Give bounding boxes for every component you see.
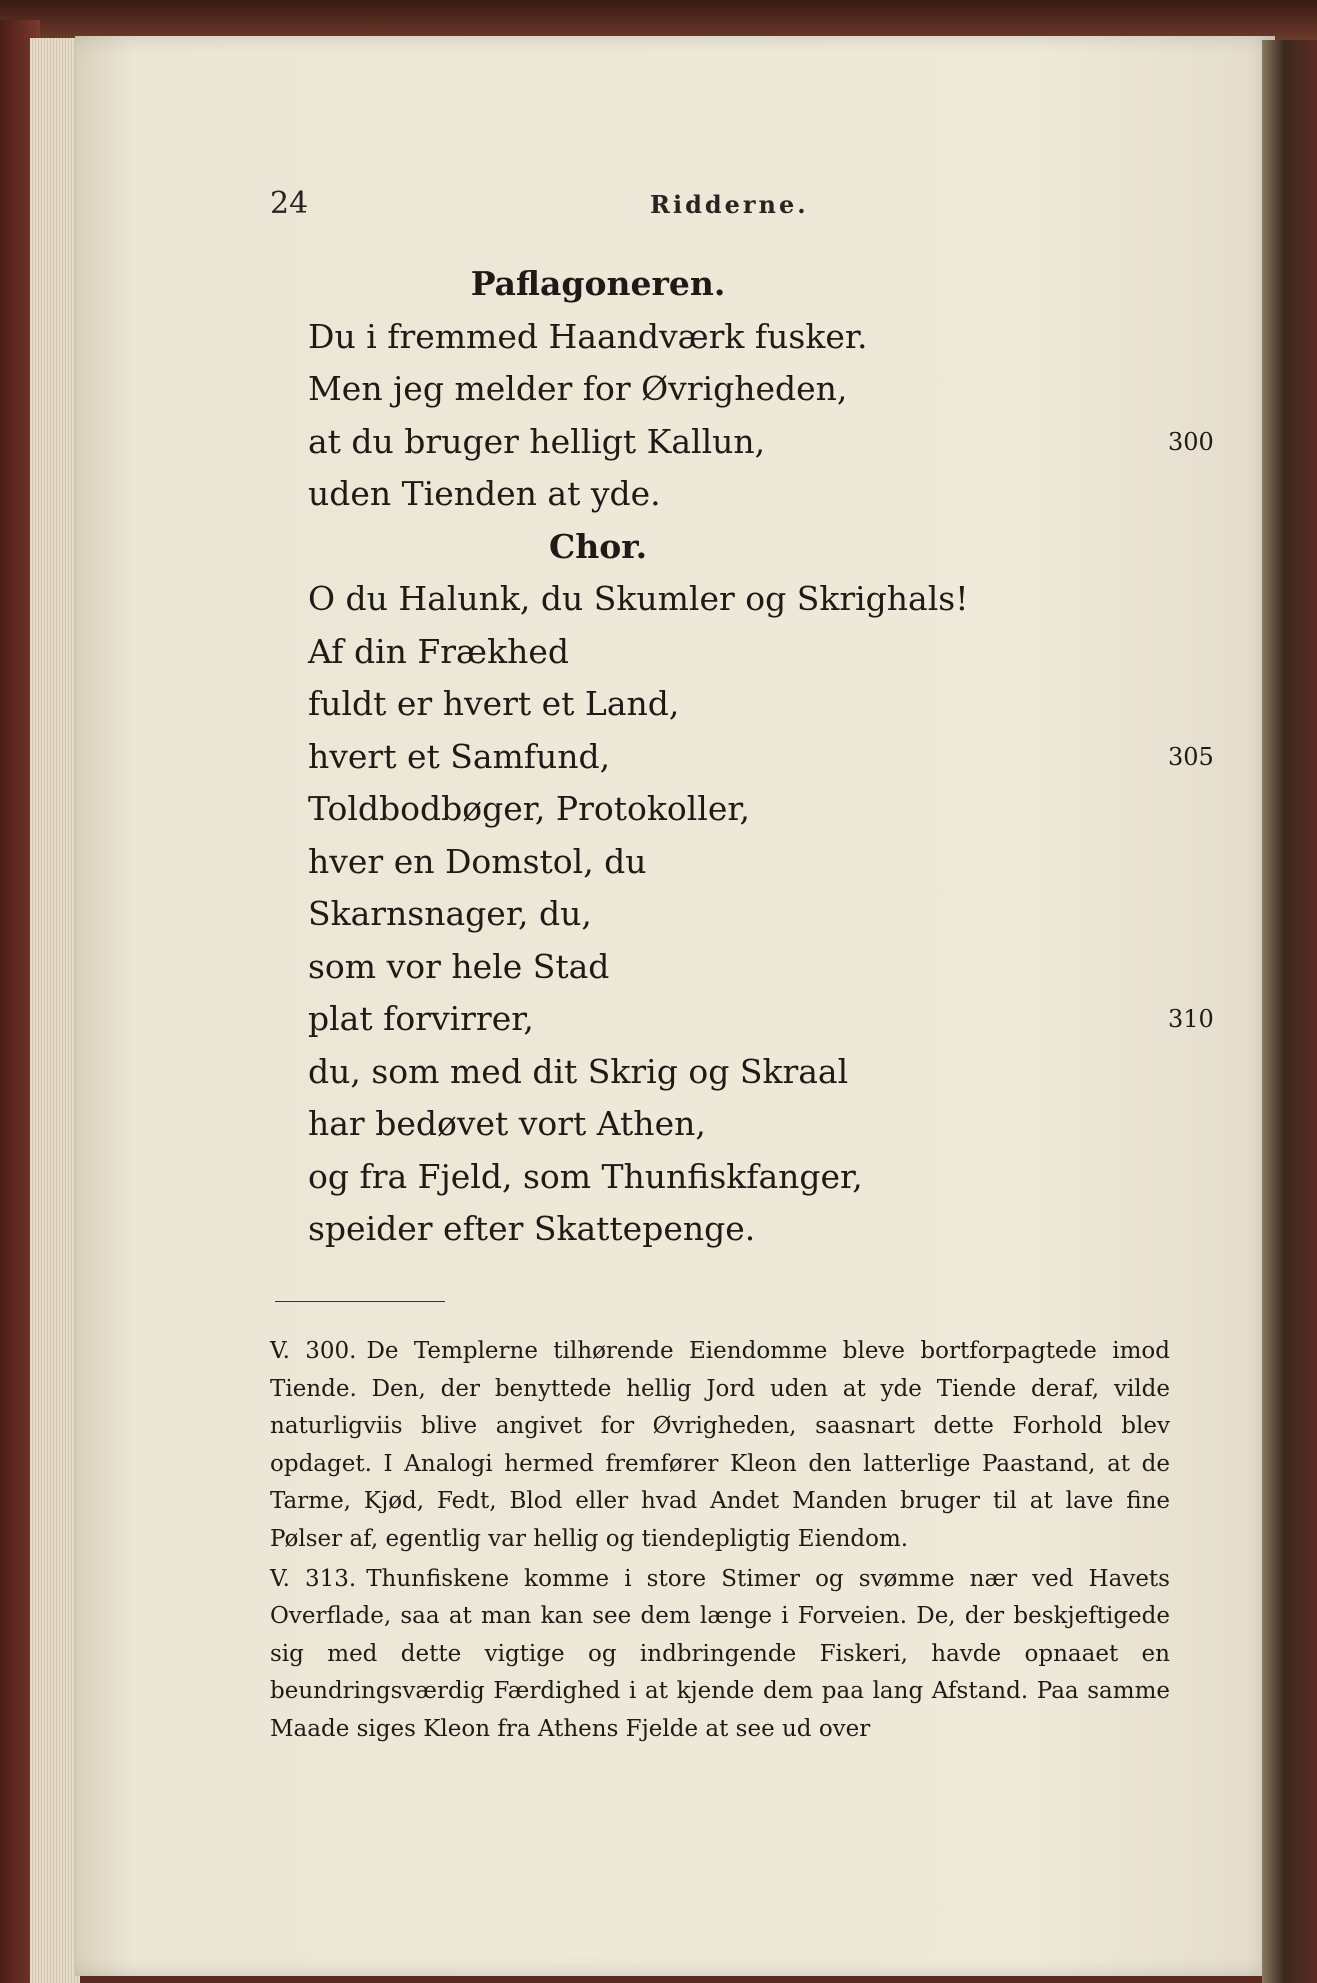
verse-text: Skarnsnager, du, <box>308 894 592 933</box>
footnotes <box>270 1333 1170 1751</box>
speaker-text: Paflagoneren. <box>470 264 726 303</box>
verse-text: og fra Fjeld, som Thunfiskfanger, <box>308 1156 863 1196</box>
verse-line <box>308 626 1208 679</box>
verse-text: fuldt er hvert et Land, <box>308 684 680 723</box>
page-header <box>0 186 1317 226</box>
verse-text: har bedøvet vort Athen, <box>308 1104 706 1143</box>
verse-text: speider efter Skattepenge. <box>308 1209 756 1248</box>
verse-text: du, som med dit Skrig og Skraal <box>308 1051 849 1091</box>
verse-text: plat forvirrer, <box>308 999 534 1038</box>
verse-line <box>308 468 1208 521</box>
verse-line <box>308 678 1208 731</box>
verse-text: hver en Domstol, du <box>308 841 647 881</box>
speaker-text: Chor. <box>548 526 648 566</box>
footnote-rule <box>275 1301 445 1302</box>
verse-text: at du bruger helligt Kallun, <box>308 421 766 461</box>
verse-text: Af din Frækhed <box>308 631 569 671</box>
speaker-name <box>308 258 888 311</box>
verse-line <box>308 416 1214 469</box>
footnote-label: V. 313. <box>270 1565 357 1592</box>
verse-line <box>308 941 1208 994</box>
page-number: 24 <box>270 186 309 221</box>
line-number: 310 <box>1168 1005 1214 1033</box>
verse-line <box>308 311 1208 364</box>
footnote-text: De Templerne tilhørende Eiendomme bleve bortforpagtede imod Tiende. Den, der benyttede hellig Jord uden at yde Tiende deraf, vilde naturligviis blive angivet for Øvrigheden, saasnart dette Forhold blev opdaget. I Analogi hermed fremfører Kleon den latterlige Paastand, at de Tarme, Kjød, Fedt, Blod eller hvad Andet Manden bruger til at lave fine Pølser af, egentlig var hellig og tiendepligtig Eiendom. <box>270 1338 1170 1552</box>
line-number: 305 <box>1168 742 1214 771</box>
verse-line <box>308 573 1208 626</box>
footnote-label: V. 300. <box>270 1338 357 1364</box>
line-number: 300 <box>1168 427 1214 456</box>
verse-line <box>308 783 1208 836</box>
running-head: Ridderne. <box>650 190 809 219</box>
verse-block <box>308 258 1214 1256</box>
verse-line <box>308 888 1208 941</box>
verse-line <box>308 731 1214 784</box>
verse-line <box>308 1098 1208 1151</box>
page-stack <box>30 38 80 1983</box>
verse-line <box>308 836 1208 889</box>
verse-line <box>308 1203 1208 1256</box>
verse-line <box>308 1151 1208 1204</box>
speaker-name <box>308 521 888 574</box>
verse-text: uden Tienden at yde. <box>308 474 661 513</box>
verse-line <box>308 993 1214 1046</box>
verse-text: Du i fremmed Haandværk fusker. <box>308 316 868 356</box>
book-binding <box>0 0 1317 40</box>
verse-text: som vor hele Stad <box>308 946 610 986</box>
verse-text: hvert et Samfund, <box>308 736 611 776</box>
verse-text: Toldbodbøger, Protokoller, <box>308 789 751 828</box>
verse-text: O du Halunk, du Skumler og Skrighals! <box>308 579 969 618</box>
verse-line <box>308 1046 1208 1099</box>
verse-line <box>308 363 1208 416</box>
footnote-text: Thunfiskene komme i store Stimer og svømme nær ved Havets Overflade, saa at man kan see dem længe i Forveien. De, der beskjeftigede sig med dette vigtige og indbringende Fiskeri, havde opnaaet en beundringsværdig Færdighed i at kjende dem paa lang Afstand. Paa samme Maade siges Kleon fra Athens Fjelde at see ud over <box>270 1565 1170 1742</box>
footnote <box>270 1333 1170 1559</box>
page-edge <box>1262 40 1317 1983</box>
verse-text: Men jeg melder for Øvrigheden, <box>308 369 848 408</box>
footnote <box>270 1561 1170 1749</box>
